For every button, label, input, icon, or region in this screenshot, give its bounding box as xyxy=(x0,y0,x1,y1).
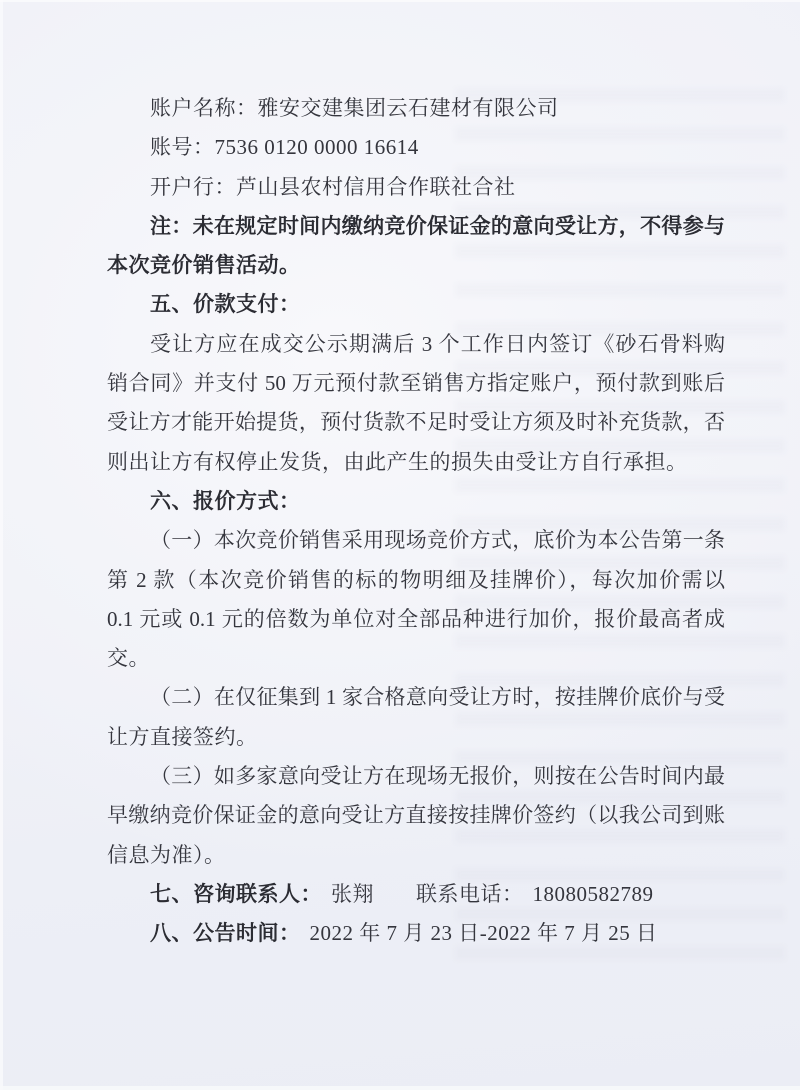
bidding-item1-line-2: 第 2 款（本次竞价销售的标的物明细及挂牌价），每次加价需以 xyxy=(107,567,725,592)
section5-heading: 五、价款支付： xyxy=(150,292,301,317)
payment-terms-line-3: 受让方才能开始提货，预付货款不足时受让方须及时补充货款，否 xyxy=(107,410,725,435)
announcement-period-line xyxy=(107,914,725,953)
bidding-item2-line-1: （二）在仅征集到 1 家合格意向受让方时，按挂牌价底价与受 xyxy=(150,685,725,710)
payment-terms-line-2: 销合同》并支付 50 万元预付款至销售方指定账户，预付款到账后 xyxy=(107,371,725,396)
scanned-document-page xyxy=(107,89,725,954)
phone-label: 联系电话： xyxy=(416,881,524,906)
page-edge-bottom xyxy=(0,1086,800,1090)
account-number-line: 账号：7536 0120 0000 16614 xyxy=(150,135,419,160)
section6-heading: 六、报价方式： xyxy=(150,488,301,513)
section8-heading: 八、公告时间： xyxy=(150,921,301,946)
announcement-period: 2022 年 7 月 23 日-2022 年 7 月 25 日 xyxy=(309,921,658,946)
page-edge-top xyxy=(0,0,800,2)
deposit-note-line-2: 本次竞价销售活动。 xyxy=(107,253,301,278)
bank-branch-line: 开户行：芦山县农村信用合作联社合社 xyxy=(150,174,516,199)
section7-heading: 七、咨询联系人： xyxy=(150,881,322,906)
bidding-item2-line-2: 让方直接签约。 xyxy=(107,724,258,749)
payment-terms-line-1: 受让方应在成交公示期满后 3 个工作日内签订《砂石骨料购 xyxy=(150,331,725,356)
bidding-item3-line-3: 信息为准）。 xyxy=(107,842,226,867)
contact-name: 张翔 xyxy=(331,881,374,906)
page-edge-left xyxy=(0,0,3,1090)
contact-line xyxy=(107,875,725,914)
bidding-item3-line-2: 早缴纳竞价保证金的意向受让方直接按挂牌价签约（以我公司到账 xyxy=(107,803,725,828)
bidding-item3-line-1: （三）如多家意向受让方在现场无报价，则按在公告时间内最 xyxy=(150,764,725,789)
phone-number: 18080582789 xyxy=(532,881,654,906)
bidding-item1-line-1: （一）本次竞价销售采用现场竞价方式，底价为本公告第一条 xyxy=(150,528,725,553)
payment-terms-line-4: 则出让方有权停止发货，由此产生的损失由受让方自行承担。 xyxy=(107,449,688,474)
bidding-item1-line-3: 0.1 元或 0.1 元的倍数为单位对全部品种进行加价，报价最高者成 xyxy=(107,606,725,631)
deposit-note-line-1: 注：未在规定时间内缴纳竞价保证金的意向受让方，不得参与 xyxy=(150,213,725,238)
account-name-line: 账户名称：雅安交建集团云石建材有限公司 xyxy=(150,96,559,120)
bidding-item1-line-4: 交。 xyxy=(107,646,150,671)
